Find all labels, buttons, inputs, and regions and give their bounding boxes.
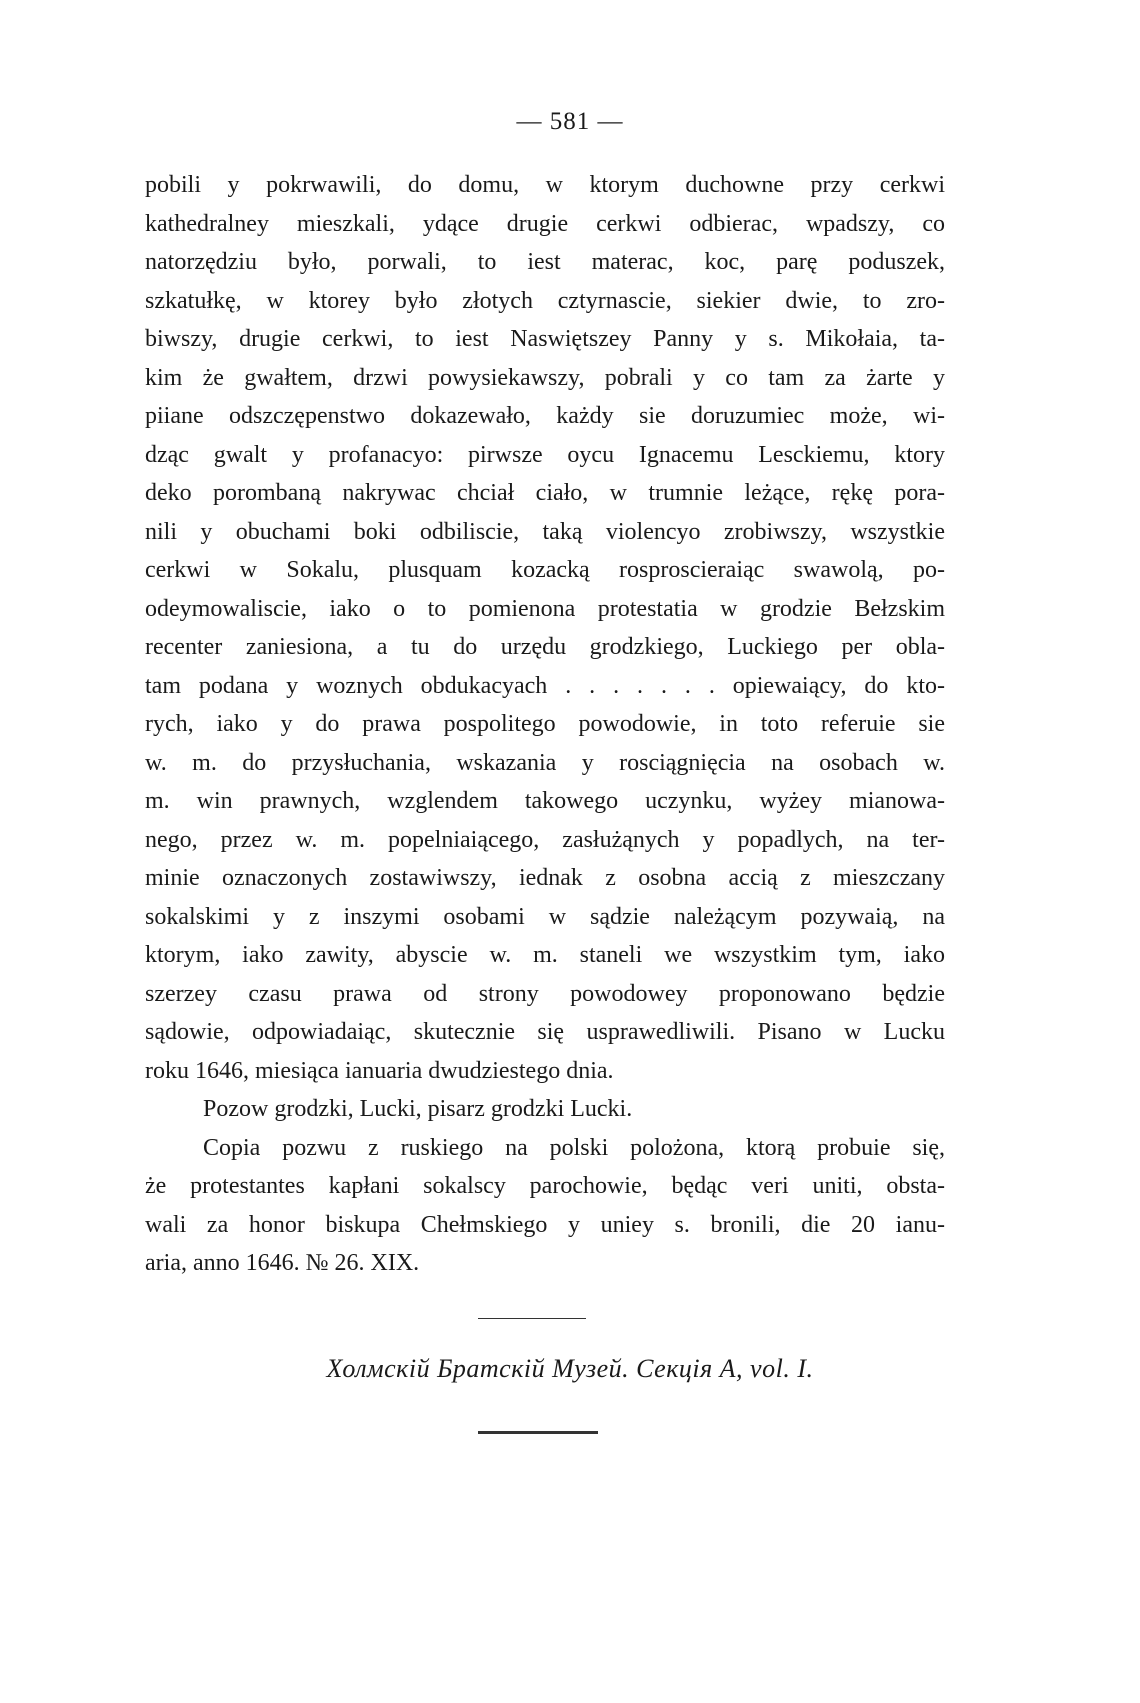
footer-note: Холмскій Братскій Музей. Секція A, vol. I. [326, 1354, 814, 1383]
text-line: sądowie, odpowiadaiąc, skutecznie się usprawedliwili. Pisano w Lucku [145, 1019, 945, 1045]
text-line: natorzędziu było, porwali, to iest materac, koc, parę poduszek, [145, 249, 945, 275]
divider-rule-thick [478, 1431, 598, 1434]
text-line: że protestantes kapłani sokalscy parochowie, będąc veri uniti, obsta- [145, 1173, 945, 1199]
text-line: Copia pozwu z ruskiego na polski polożona, ktorą probuie się, [203, 1134, 945, 1161]
text-line: nego, przez w. m. popelniaiącego, zasłużąnych y popadlych, na ter- [145, 826, 945, 853]
copy-paragraph [145, 1129, 945, 1283]
text-line: sokalskimi y z inszymi osobami w sądzie należącym pozywaią, na [145, 903, 945, 930]
divider-rule [478, 1318, 586, 1319]
text-line: ktorym, iako zawity, abyscie w. m. staneli we wszystkim tym, iako [145, 942, 945, 968]
text-line: biwszy, drugie cerkwi, to iest Naswiętszey Panny y s. Mikołaia, ta- [145, 326, 945, 352]
text-line: szerzey czasu prawa od strony powodowey proponowano będzie [145, 980, 945, 1007]
text-line: aria, anno 1646. № 26. XIX. [145, 1250, 420, 1276]
body-text [145, 166, 945, 1283]
text-line: minie oznaczonych zostawiwszy, iednak z osobna accią z mieszczany [145, 865, 945, 891]
text-line: kim że gwałtem, drzwi powysiekawszy, pobrali y co tam za żarte y [145, 364, 945, 391]
text-line: szkatułkę, w ktorey było złotych cztyrnascie, siekier dwie, to zro- [145, 287, 945, 314]
text-line: kathedralney mieszkali, ydące drugie cerkwi odbierac, wpadszy, co [145, 210, 945, 237]
text-line: nili y obuchami boki odbiliscie, taką violencyo zrobiwszy, wszystkie [145, 518, 945, 545]
text-line: rych, iako y do prawa pospolitego powodowie, in toto referuie sie [145, 711, 945, 737]
text-line: cerkwi w Sokalu, plusquam kozacką rosproscieraiąc swawolą, po- [145, 557, 945, 583]
text-line: wali za honor biskupa Chełmskiego y uniey s. bronili, die 20 ianu- [145, 1211, 945, 1238]
text-line: m. win prawnych, wzglendem takowego uczynku, wyżey mianowa- [145, 788, 945, 814]
text-line: roku 1646, miesiąca ianuaria dwudziestego dnia. [145, 1057, 614, 1084]
text-line: odeymowaliscie, iako o to pomienona protestatia w grodzie Bełzskim [145, 595, 945, 622]
signature-line: Pozow grodzki, Lucki, pisarz grodzki Lucki. [203, 1096, 633, 1122]
main-paragraph [145, 166, 945, 1090]
text-line: piiane odszczępenstwo dokazewało, każdy sie doruzumiec może, wi- [145, 403, 945, 429]
page-number: — 581 — [516, 108, 624, 135]
text-line: tam podana y woznych obdukacyach . . . . . . . opiewaiący, do kto- [145, 672, 945, 699]
text-line: pobili y pokrwawili, do domu, w ktorym duchowne przy cerkwi [145, 172, 945, 198]
text-line: w. m. do przysłuchania, wskazania y rosciągnięcia na osobach w. [145, 749, 945, 776]
text-line: recenter zaniesiona, a tu do urzędu grodzkiego, Luckiego per obla- [145, 634, 945, 660]
text-line: dząc gwalt y profanacyo: pirwsze oycu Ignacemu Lesckiemu, ktory [145, 441, 945, 468]
text-line: deko porombaną nakrywac chciał ciało, w trumnie leżące, rękę pora- [145, 480, 945, 506]
